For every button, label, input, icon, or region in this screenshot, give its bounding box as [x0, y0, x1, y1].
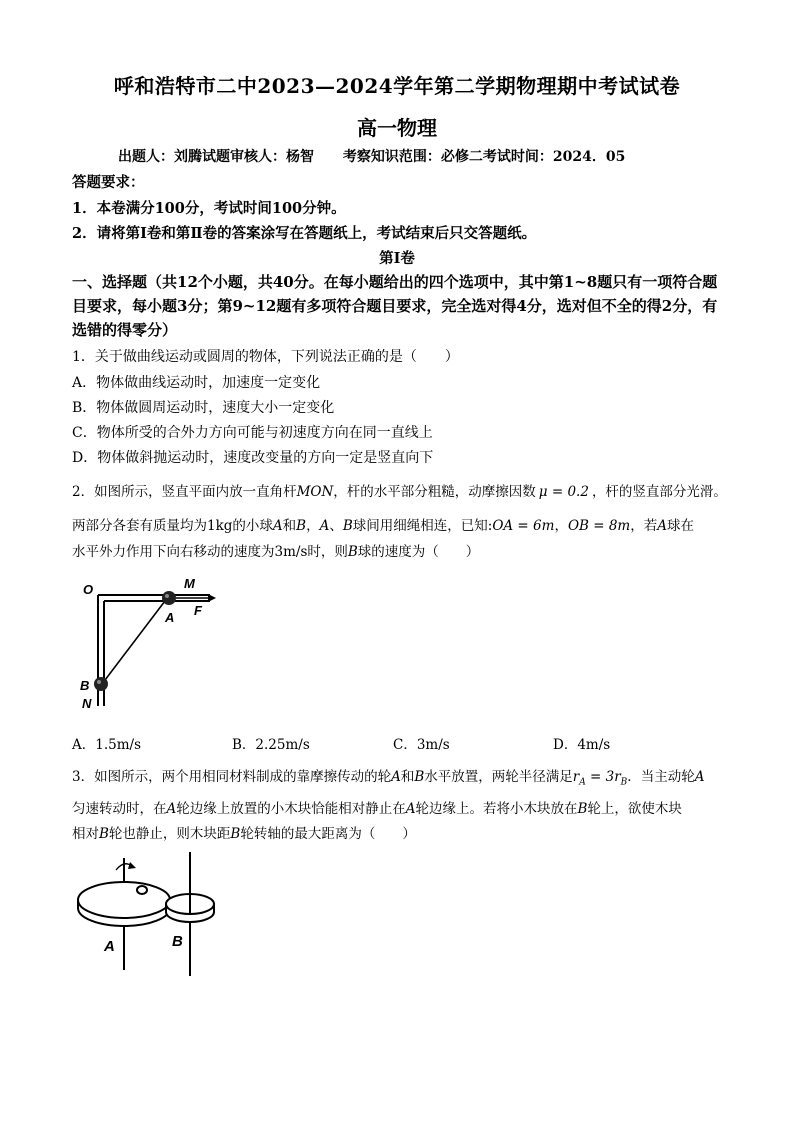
- question-3-line-2: 匀速转动时，在A轮边缘上放置的小木块恰能相对静止在A轮边缘上。若将小木块放在B轮上，欲使木块: [72, 801, 682, 817]
- question-1-option-b: B．物体做圆周运动时，速度大小一定变化: [72, 400, 335, 416]
- question-2-option-a: A．1.5m/s: [72, 737, 141, 753]
- question-2-option-c: C．3m/s: [393, 737, 450, 753]
- question-3-line-3: 相对B轮也静止，则木块距B轮转轴的最大距离为（ ）: [72, 826, 416, 842]
- figure-friction-wheels: [72, 852, 232, 982]
- label-wheel-a: A: [104, 938, 115, 955]
- question-1-stem: 1．关于做曲线运动或圆周的物体，下列说法正确的是（ ）: [72, 349, 459, 365]
- section-label: 第Ⅰ卷: [379, 250, 415, 267]
- exam-setter: 出题人：刘腾试题审核人：杨智: [118, 149, 314, 165]
- question-1-option-a: A．物体做曲线运动时，加速度一定变化: [72, 375, 321, 391]
- requirement-item: 1．本卷满分100分，考试时间100分钟。: [72, 200, 346, 217]
- question-3-line-1: 3．如图所示，两个用相同材料制成的靠摩擦传动的轮A和B水平放置，两轮半径满足$r_A = 3r_B$．当主动轮A: [72, 769, 705, 788]
- exam-scope: 考察知识范围：必修二考试时间：2024．05: [342, 149, 626, 165]
- question-2-option-b: B．2.25m/s: [232, 737, 310, 753]
- exam-subtitle: 高一物理: [357, 116, 437, 140]
- question-2-line-2: 两部分各套有质量均为1kg的小球A和B，A、B球间用细绳相连，已知:OA = 6m，OB = 8m，若A球在: [72, 518, 694, 534]
- question-1-option-d: D．物体做斜抛运动时，速度改变量的方向一定是竖直向下: [72, 450, 434, 466]
- label-o: O: [83, 582, 94, 597]
- question-2-option-d: D．4m/s: [553, 737, 611, 753]
- question-1-option-c: C．物体所受的合外力方向可能与初速度方向在同一直线上: [72, 425, 433, 441]
- exam-meta: [118, 146, 649, 166]
- requirements-heading: 答题要求：: [72, 174, 145, 191]
- section-intro: 一、选择题（共12个小题，共40分。在每小题给出的四个选项中，其中第1~8题只有一项符合题目要求，每小题3分；第9~12题有多项符合题目要求，完全选对得4分，选对但不全的得2分，有选错的得零分）: [72, 273, 718, 339]
- label-wheel-b: B: [172, 933, 183, 950]
- requirement-item: 2．请将第Ⅰ卷和第Ⅱ卷的答案涂写在答题纸上，考试结束后只交答题纸。: [72, 225, 537, 242]
- question-2-line-1: 2．如图所示，竖直平面内放一直角杆MON，杆的水平部分粗糙，动摩擦因数 μ = 0.2 ，杆的竖直部分光滑。: [72, 484, 727, 500]
- label-a: A: [165, 610, 175, 625]
- label-n: N: [82, 696, 92, 711]
- exam-title: 呼和浩特市二中2023—2024学年第二学期物理期中考试试卷: [113, 74, 681, 98]
- label-m: M: [184, 576, 195, 591]
- figure-right-angle-rod: [72, 568, 232, 718]
- label-b: B: [80, 678, 90, 693]
- question-2-line-3: 水平外力作用下向右移动的速度为3m/s时，则B球的速度为（ ）: [72, 544, 480, 560]
- label-f: F: [194, 603, 202, 618]
